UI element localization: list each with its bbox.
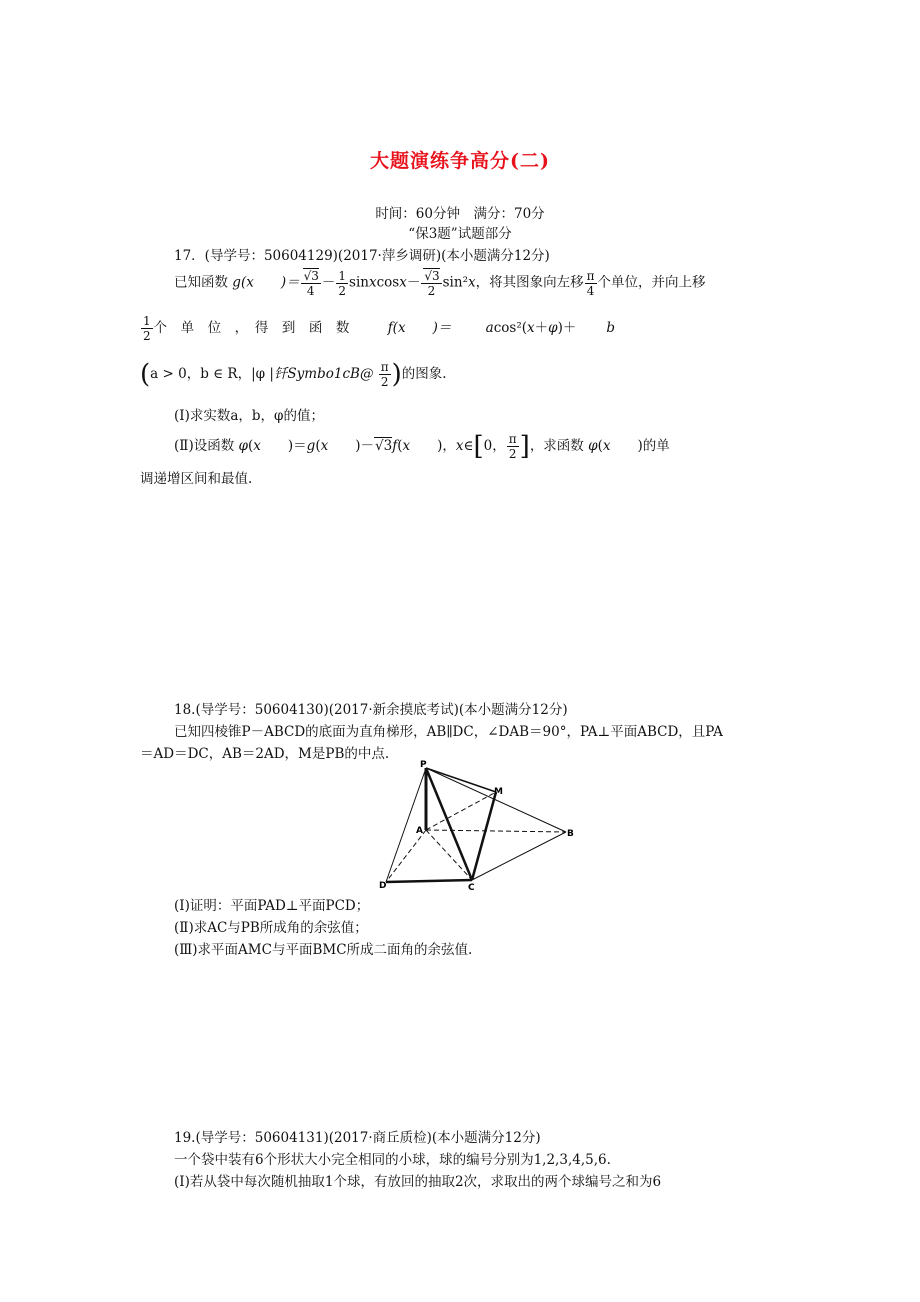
q17-line2: $\frac{1}{2}$ 个 单 位 ， 得 到 函 数 f(x )＝ acos²(x＋φ)＋ b (143, 314, 616, 343)
pyramid-figure (378, 760, 578, 890)
q19-line1: 一个袋中装有6个形状大小完全相同的小球，球的编号分别为1,2,3,4,5,6. (174, 1152, 611, 1168)
q19-header: 19.(导学号：50604131)(2017·商丘质检)(本小题满分12分) (174, 1130, 541, 1146)
q17-garbled-symbol: |钎Symbo1cB@ (269, 366, 374, 382)
q18-line1: 已知四棱锥P－ABCD的底面为直角梯形，AB∥DC，∠DAB＝90°，PA⊥平面ABCD，且PA (174, 724, 723, 740)
page-title: 大题演练争高分(二) (370, 150, 550, 172)
q18-part1: (Ⅰ)证明：平面PAD⊥平面PCD； (174, 898, 370, 914)
label-m: M (494, 787, 503, 797)
q18-part2: (Ⅱ)求AC与PB所成角的余弦值； (174, 920, 368, 936)
q17-line3: (a > 0，b ∈ R，|φ |钎Symbo1cB@ $\frac{\pi}{2}$ )的图象. (140, 359, 447, 390)
q18-header: 18.(导学号：50604130)(2017·新余摸底考试)(本小题满分12分) (174, 702, 568, 718)
q17-part1: (Ⅰ)求实数a，b，φ的值； (174, 408, 325, 424)
q17-line1: 已知函数 g(x )＝ $\frac{√3}{4}$ － $\frac{1}{2}$ sinxcosx－ $\frac{√3}{2}$ sin²x，将其图象向左移 $\frac{\pi}{4}$ 个单位，并向上移 (174, 268, 706, 298)
label-d: D (379, 881, 387, 890)
label-b: B (567, 829, 574, 839)
q17-header: 17．(导学号：50604129)(2017·萍乡调研)(本小题满分12分) (174, 248, 550, 264)
q17-part2-cont: 调递增区间和最值. (140, 471, 253, 487)
label-c: C (468, 883, 475, 890)
label-p: P (420, 760, 427, 770)
q18-part3: (Ⅲ)求平面AMC与平面BMC所成二面角的余弦值. (174, 942, 473, 958)
q17-function-g: g(x )＝ (232, 274, 300, 291)
q17-part2: (Ⅱ)设函数 φ(x )＝g(x )－√3f(x )，x∈[0， $\frac{\pi}{2}$ ]，求函数 φ(x )的单 (174, 431, 670, 462)
q18-line2: ＝AD＝DC，AB＝2AD，M是PB的中点. (140, 746, 390, 762)
time-score-line: 时间：60分钟 满分：70分 (375, 206, 545, 222)
label-a: A (416, 826, 423, 836)
q17-frac-sqrt3-4: $\frac{√3}{4}$ (301, 268, 321, 298)
q19-line2: (Ⅰ)若从袋中每次随机抽取1个球，有放回的抽取2次，求取出的两个球编号之和为6 (174, 1174, 662, 1190)
section-heading: “保3题”试题部分 (408, 226, 512, 242)
